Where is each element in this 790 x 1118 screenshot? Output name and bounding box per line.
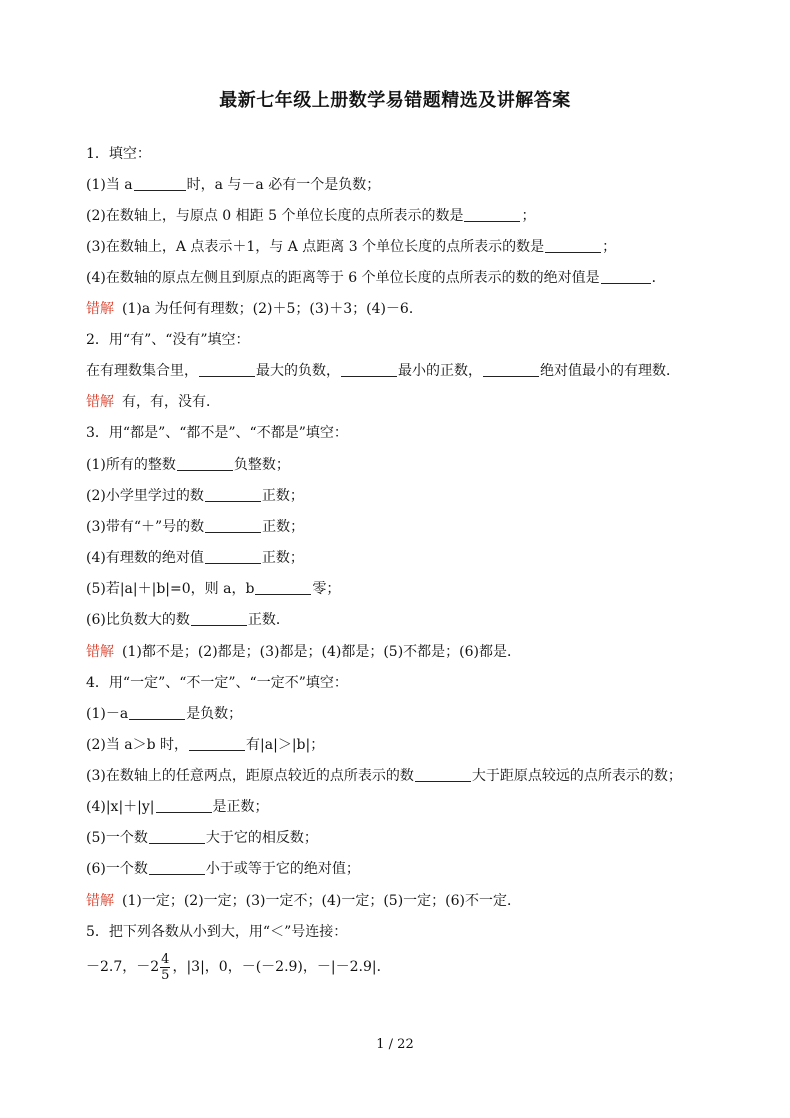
q3-item-2-text-a: (2)小学里学过的数 (86, 488, 204, 504)
answer-blank (149, 829, 205, 844)
q3-item-4-text-b: 正数； (261, 550, 304, 566)
page-number: 1 / 22 (376, 1037, 414, 1052)
q1-item-2-text-b: ； (521, 208, 536, 224)
q3-item-1-text-a: (1)所有的整数 (86, 457, 176, 473)
answer-blank (191, 611, 247, 626)
q2-heading: 2．用“有”、“没有”填空： (86, 332, 250, 348)
q4-item-3-text-b: 大于距原点较远的点所表示的数； (471, 768, 682, 784)
q1-item-3-text-b: ； (602, 239, 617, 255)
q3-item-6 (86, 610, 290, 630)
q4-item-5-text-a: (5)一个数 (86, 830, 148, 846)
q3-item-5 (86, 579, 340, 599)
q4-item-5-text-b: 大于它的相反数； (205, 830, 318, 846)
q5-text-b: ，|3|，0，－(－2.9)，－|－2.9|． (172, 959, 391, 975)
q3-item-4 (86, 548, 304, 568)
q4-answer-text: (1)一定；(2)一定；(3)一定不；(4)一定；(5)一定；(6)不一定． (122, 893, 521, 909)
answer-label: 错解 (86, 301, 114, 317)
answer-blank (156, 798, 212, 813)
q4-item-1 (86, 704, 242, 724)
q4-item-3-text-a: (3)在数轴上的任意两点，距原点较近的点所表示的数 (86, 768, 414, 784)
q3-item-6-text-b: 正数． (247, 612, 290, 628)
answer-blank (255, 580, 311, 595)
q4-heading: 4．用“一定”、“不一定”、“一定不”填空： (86, 675, 348, 691)
fraction-numerator: 4 (161, 951, 170, 967)
q1-item-4-text-b: ． (651, 270, 666, 286)
q1-item-3 (86, 237, 616, 257)
q3-item-3-text-a: (3)带有“＋”号的数 (86, 519, 205, 535)
q4-item-2-text-b: 有|a|＞|b|； (246, 737, 325, 753)
q2-text-c: 最小的正数， (398, 363, 482, 379)
q3-heading: 3．用“都是”、“都不是”、“不都是”填空： (86, 425, 348, 441)
q2-item-1 (86, 361, 680, 381)
q3-item-1-text-b: 负整数； (233, 457, 290, 473)
q1-heading: 1．填空： (86, 146, 151, 162)
q4-item-2 (86, 735, 324, 755)
q3-item-3-text-b: 正数； (262, 519, 305, 535)
q1-item-3-text-a: (3)在数轴上，A 点表示＋1，与 A 点距离 3 个单位长度的点所表示的数是 (86, 239, 545, 255)
q4-item-4 (86, 797, 269, 817)
answer-blank (464, 207, 520, 222)
answer-blank (134, 176, 186, 191)
q3-item-4-text-a: (4)有理数的绝对值 (86, 550, 204, 566)
q3-item-2 (86, 486, 304, 506)
q4-item-6-text-b: 小于或等于它的绝对值； (205, 861, 360, 877)
q1-item-2 (86, 206, 535, 226)
q2-answer (86, 392, 220, 412)
answer-blank (415, 767, 471, 782)
mixed-fraction (160, 952, 170, 983)
q3-answer-text: (1)都不是；(2)都是；(3)都是；(4)都是；(5)不都是；(6)都是． (122, 644, 521, 660)
q4-item-2-text-a: (2)当 a＞b 时， (86, 737, 189, 753)
answer-label: 错解 (86, 644, 114, 660)
q5-expression (86, 950, 391, 984)
q1-item-4-text-a: (4)在数轴的原点左侧且到原点的距离等于 6 个单位长度的点所表示的数的绝对值是 (86, 270, 600, 286)
q1-item-1 (86, 175, 380, 195)
q3-item-6-text-a: (6)比负数大的数 (86, 612, 190, 628)
q1-item-2-text-a: (2)在数轴上，与原点 0 相距 5 个单位长度的点所表示的数是 (86, 208, 464, 224)
answer-blank (205, 487, 261, 502)
page-title: 最新七年级上册数学易错题精选及讲解答案 (219, 90, 571, 111)
q4-answer (86, 891, 521, 911)
q5-heading: 5．把下列各数从小到大，用“＜”号连接： (86, 924, 348, 940)
q4-item-6 (86, 859, 360, 879)
q3-item-1 (86, 455, 290, 475)
q4-item-1-text-b: 是负数； (186, 706, 243, 722)
q5-text-a: －2.7，－2 (86, 959, 160, 975)
q1-answer (86, 299, 423, 319)
q3-item-5-text-a: (5)若|a|＋|b|=0，则 a，b (86, 581, 255, 597)
q3-answer (86, 642, 521, 662)
answer-blank (129, 705, 185, 720)
q1-item-4 (86, 268, 666, 288)
answer-blank (601, 269, 651, 284)
answer-label: 错解 (86, 893, 114, 909)
answer-blank (341, 362, 397, 377)
q4-item-1-text-a: (1)－a (86, 706, 129, 722)
q1-item-1-text-b: 时，a 与－a 必有一个是负数； (186, 177, 381, 193)
q4-item-5 (86, 828, 318, 848)
fraction-denominator: 5 (161, 967, 170, 983)
q2-answer-text: 有，有，没有． (122, 394, 220, 410)
answer-blank (177, 456, 233, 471)
q4-item-6-text-a: (6)一个数 (86, 861, 148, 877)
q1-item-1-text-a: (1)当 a (86, 177, 133, 193)
q4-item-4-text-b: 是正数； (212, 799, 269, 815)
answer-blank (189, 736, 245, 751)
answer-blank (149, 860, 205, 875)
q2-text-d: 绝对值最小的有理数． (540, 363, 680, 379)
answer-blank (205, 518, 261, 533)
q2-text-b: 最大的负数， (256, 363, 340, 379)
q3-item-2-text-b: 正数； (261, 488, 304, 504)
q2-text-a: 在有理数集合里， (86, 363, 198, 379)
answer-blank (483, 362, 539, 377)
q3-item-3 (86, 517, 304, 537)
q1-answer-text: (1)a 为任何有理数；(2)＋5；(3)＋3；(4)－6． (122, 301, 423, 317)
answer-blank (199, 362, 255, 377)
q4-item-3 (86, 766, 682, 786)
q4-item-4-text-a: (4)|x|＋|y| (86, 799, 155, 815)
q3-item-5-text-b: 零； (312, 581, 341, 597)
answer-label: 错解 (86, 394, 114, 410)
answer-blank (205, 549, 261, 564)
answer-blank (545, 238, 601, 253)
